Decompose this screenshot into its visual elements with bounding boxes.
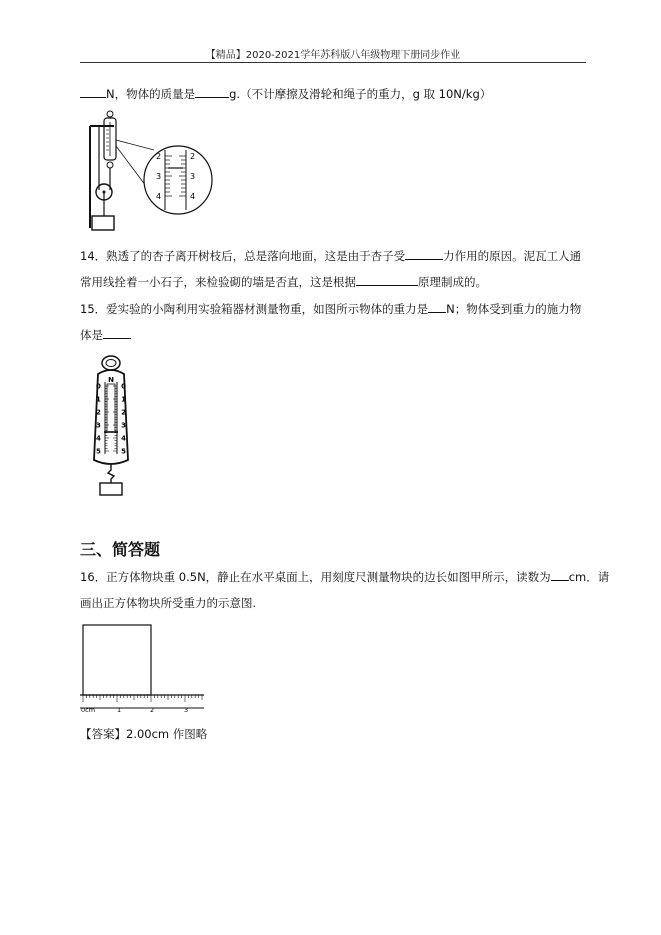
scale-label: 0: [121, 382, 126, 391]
scale-label: 1: [96, 395, 101, 404]
scale-label: 5: [121, 447, 126, 456]
q15-line1: 15．爱实验的小陶利用实验箱器材测量物重，如图所示物体的重力是 N；物体受到重力的施力物: [80, 302, 582, 316]
mag-right-label: 2: [190, 152, 196, 161]
unit-label: N: [108, 376, 114, 384]
q14-blank-1[interactable]: [405, 248, 443, 260]
spring-scale-figure: [84, 352, 138, 498]
q16-line2: 画出正方体物块所受重力的示意图.: [80, 596, 257, 610]
ruler-label-2: 2: [150, 706, 155, 714]
q15-line2: 体是: [80, 327, 131, 343]
answer-label: 【答案】: [80, 727, 126, 741]
pulley-spring-scale-figure: [82, 110, 222, 235]
page-header: 【精品】2020-2021学年苏科版八年级物理下册同步作业: [205, 50, 461, 61]
scale-label: 4: [121, 434, 126, 443]
scale-label: 3: [121, 421, 126, 430]
q14-blank-2[interactable]: [356, 274, 418, 286]
mag-left-label: 3: [156, 172, 162, 181]
q15-blank-2[interactable]: [103, 327, 131, 339]
answer-line: [80, 726, 207, 742]
ruler-label-1: 1: [117, 706, 122, 714]
scale-label: 1: [121, 395, 126, 404]
scale-label: 2: [121, 408, 126, 417]
scale-label: 2: [96, 408, 101, 417]
mag-left-label: 4: [156, 192, 162, 201]
q15-blank-1[interactable]: [428, 301, 446, 313]
q13-blank-mass[interactable]: [195, 86, 229, 98]
mag-left-label: 2: [156, 152, 162, 161]
header-rule: [80, 62, 586, 63]
scale-label: 5: [96, 447, 101, 456]
scale-label: 4: [96, 434, 101, 443]
ruler-label-0: 0cm: [81, 706, 96, 714]
q13-text: N，物体的质量是 g.（不计摩擦及滑轮和绳子的重力，g 取 10N/kg）: [80, 86, 491, 102]
mag-right-label: 4: [190, 192, 196, 201]
q14-line2: 常用线拴着一小石子，来检验砌的墙是否直，这是根据 原理制成的。: [80, 275, 487, 289]
mag-right-label: 3: [190, 172, 196, 181]
cube-ruler-figure: [78, 622, 208, 714]
answer-text: 2.00cm 作图略: [126, 727, 208, 741]
scale-label: 3: [96, 421, 101, 430]
section-title: 三、简答题: [80, 540, 161, 559]
scale-label: 0: [96, 382, 101, 391]
ruler-label-3: 3: [184, 706, 189, 714]
q16-line1: 16．正方体物块重 0.5N，静止在水平桌面上，用刻度尺测量物块的边长如图甲所示，读数为 cm．请: [80, 570, 610, 584]
q13-blank-force[interactable]: [80, 86, 106, 98]
q14-line1: 14．熟透了的杏子离开树枝后，总是落向地面，这是由于杏子受 力作用的原因。泥瓦工人通: [80, 249, 582, 263]
q16-blank-1[interactable]: [551, 569, 569, 581]
